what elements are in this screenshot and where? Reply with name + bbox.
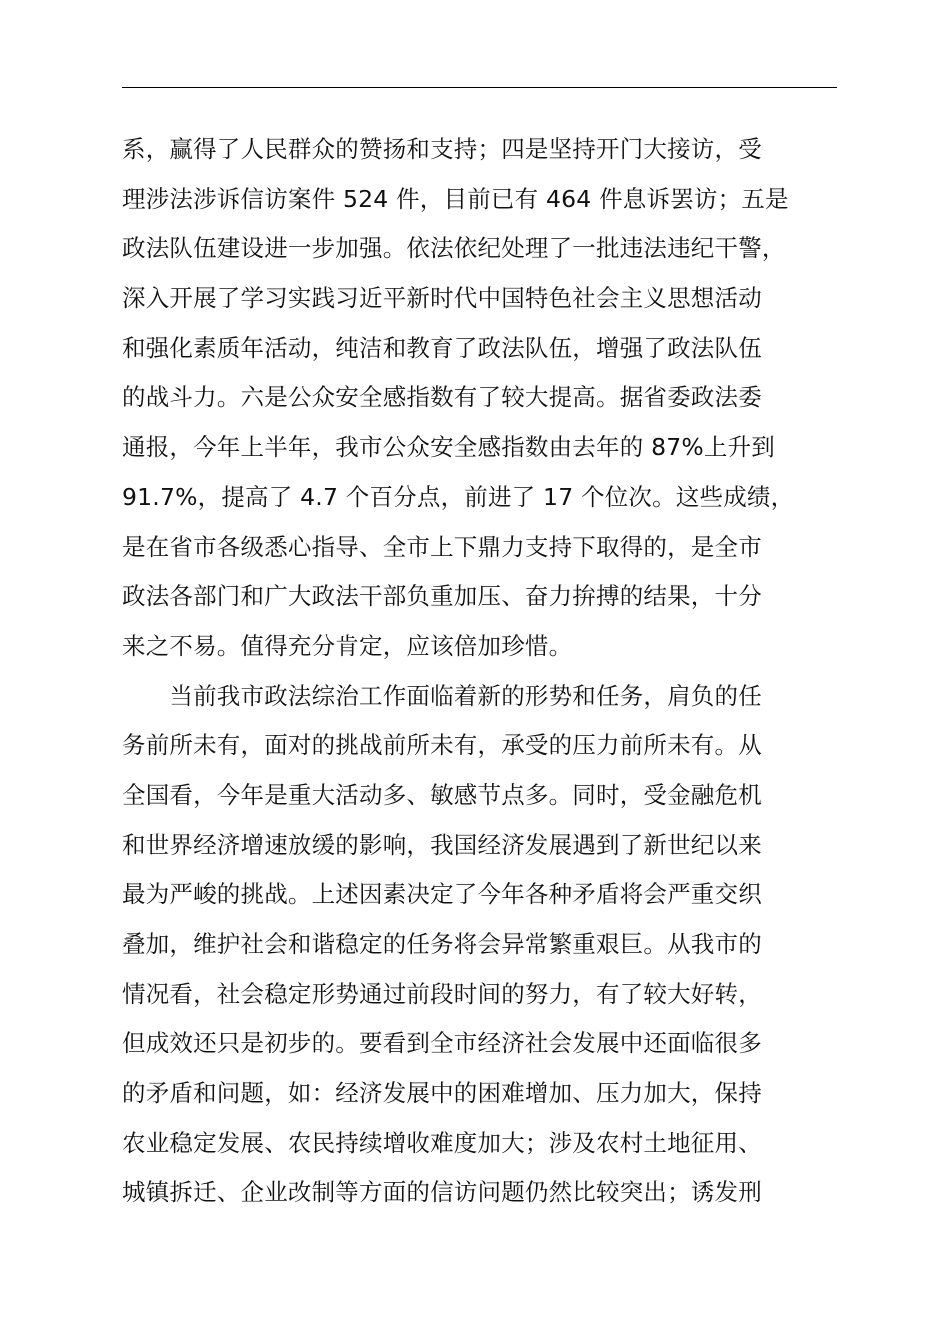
text-line-21: 农业稳定发展、农民持续增收难度加大；涉及农村土地征用、 [122,1128,762,1157]
text-line-13: 务前所未有，面对的挑战前所未有，承受的压力前所未有。从 [122,731,762,760]
text-line-14: 全国看，今年是重大活动多、敏感节点多。同时，受金融危机 [122,780,762,809]
text-line-12: 当前我市政法综治工作面临着新的形势和任务，肩负的任 [122,681,762,710]
text-line-1: 系，赢得了人民群众的赞扬和支持；四是坚持开门大接访，受 [122,135,762,163]
text-line-22: 城镇拆迁、企业改制等方面的信访问题仍然比较突出；诱发刑 [122,1178,762,1207]
text-line-18: 情况看，社会稳定形势通过前段时间的努力，有了较大好转， [122,979,762,1008]
text-line-8: 91.7%，提高了 4.7 个百分点，前进了 17 个位次。这些成绩， [122,482,795,511]
text-line-2: 理涉法涉诉信访案件 524 件，目前已有 464 件息诉罢访；五是 [122,184,789,213]
text-line-9: 是在省市各级悉心指导、全市上下鼎力支持下取得的，是全市 [122,532,762,561]
text-line-16: 最为严峻的挑战。上述因素决定了今年各种矛盾将会严重交织 [122,880,762,909]
header-rule [122,87,837,88]
text-line-4: 深入开展了学习实践习近平新时代中国特色社会主义思想活动 [122,284,762,313]
text-line-10: 政法各部门和广大政法干部负重加压、奋力拚搏的结果，十分 [122,582,762,611]
text-line-6: 的战斗力。六是公众安全感指数有了较大提高。据省委政法委 [122,383,762,412]
text-line-17: 叠加，维护社会和谐稳定的任务将会异常繁重艰巨。从我市的 [122,930,762,958]
text-line-3: 政法队伍建设进一步加强。依法依纪处理了一批违法违纪干警， [122,234,786,263]
text-line-11: 来之不易。值得充分肯定，应该倍加珍惜。 [122,631,573,660]
text-line-20: 的矛盾和问题，如：经济发展中的困难增加、压力加大，保持 [122,1079,762,1108]
text-line-19: 但成效还只是初步的。要看到全市经济社会发展中还面临很多 [122,1029,762,1058]
text-line-5: 和强化素质年活动，纯洁和教育了政法队伍，增强了政法队伍 [122,333,762,362]
document-body [122,125,862,1218]
text-line-15: 和世界经济增速放缓的影响，我国经济发展遇到了新世纪以来 [122,830,762,859]
text-line-7: 通报，今年上半年，我市公众安全感指数由去年的 87%上升到 [122,433,776,462]
